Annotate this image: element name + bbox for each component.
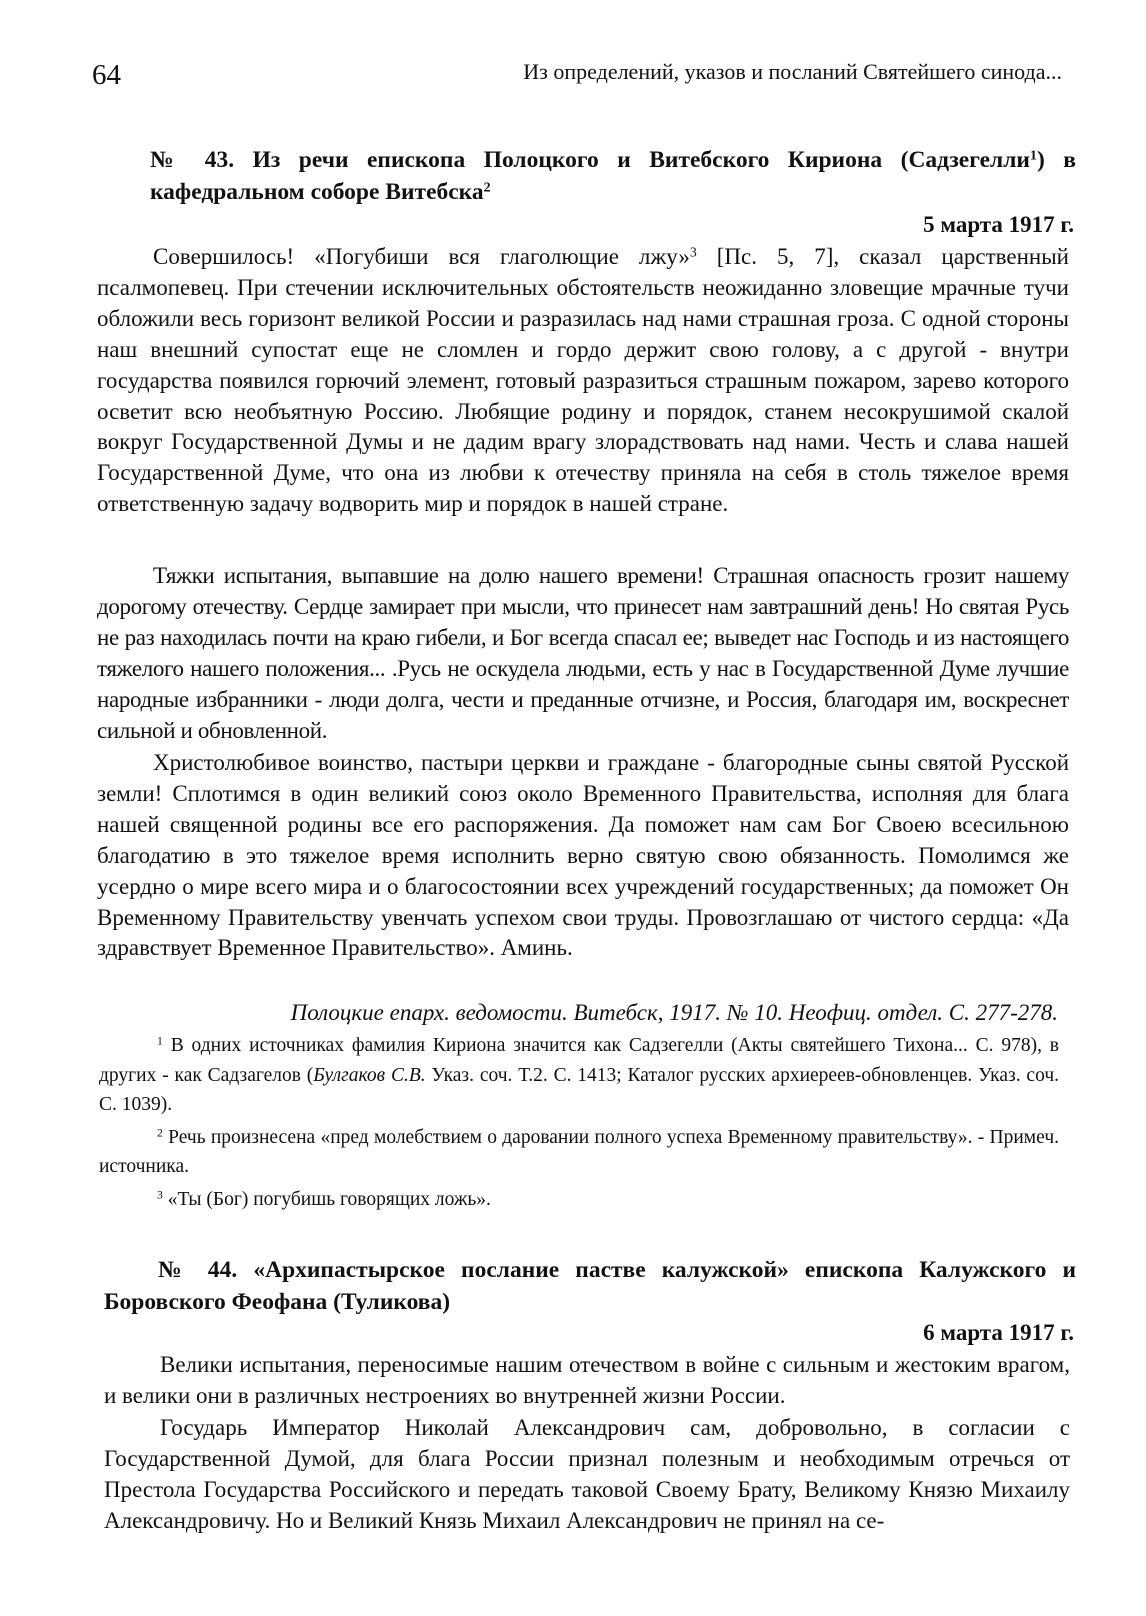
doc43-title-footnote-ref-2[interactable]: 2 [483,179,491,196]
doc44-date: 6 марта 1917 г. [923,1320,1074,1345]
footnote-3 [99,1185,1059,1215]
footnote-2-mark: 2 [157,1126,163,1140]
doc44-body [104,1350,1070,1412]
doc43-footnote-ref-3[interactable]: 3 [689,244,697,260]
footnote-1-author: Булгаков С.В. [313,1064,426,1086]
doc43-paragraph-1 [97,242,1069,520]
doc43-paragraph-3: Христолюбивое воинство, пастыри церкви и граждане - благородные сыны святой Русской земли! Сплотимся в один великий союз около Временного Правительства, исполняя для блага нашей священной родины все его распоряжения. Да поможет нам сам Бог Своею всесильною благодатию в это тяжелое время исполнить верно святую свою обязанность. Помолимся же усердно о мире всего мира и о благосостоянии всех учреждений государственных; да поможет Он Временному Правительству увенчать успехом свои труды. Провозглашаю от чистого сердца: «Да здравствует Временное Правительство». Аминь. [97,750,1069,961]
doc43-source: Полоцкие епарх. ведомости. Витебск, 1917. № 10. Неофиц. отдел. С. 277-278. [290,1000,1058,1025]
footnote-1-text-b: Указ. соч. Т.2. С. 1413; Каталог русских архиереев-обновленцев. Указ. соч. С. 1039). [99,1064,1060,1115]
doc44-title: № 44. «Архипастырское послание пастве калужской» епископа Калужского и Боровского Феофана (Туликова) [104,1257,1076,1315]
page-number: 64 [92,59,121,91]
doc44-body-2 [104,1413,1070,1537]
doc43-title-main: № 43. Из речи епископа Полоцкого и Витебского Кириона (Садзегелли [150,147,1030,173]
footnote-1-text-a: В одних источниках фамилия Кириона значится как Садзегелли (Акты святейшего Тихона... С. 978), в других - как Садзагелов ( [99,1035,1059,1086]
doc43-paragraph-2: Тяжки испытания, выпавшие на долю нашего времени! Страшная опасность грозит нашему дорогому отечеству. Сердце замирает при мысли, что принесет нам завтрашний день! Но святая Русь не раз находилась почти на краю гибели, и Бог всегда спасал ее; выведет нас Господь и из настоящего тяжелого нашего положения... .Русь не оскудела людьми, есть у нас в Государственной Думе лучшие народные избранники - люди долга, чести и преданные отчизне, и Россия, благодаря им, воскреснет сильной и обновленной. [97,563,1069,743]
doc43-title-mid: ) в кафедральном соборе Витебска [150,147,1076,205]
doc43-body [97,242,1069,520]
doc43-paragraph-1-start: Совершилось! «Погубиши вся глаголющие лжу» [153,244,690,269]
doc43-body-2 [97,561,1069,746]
doc44-paragraph-1: Велики испытания, переносимые нашим отечеством в войне с сильным и жестоким врагом, и велики они в различных нестроениях во внутренней жизни России. [104,1352,1070,1408]
doc43-body-3 [97,748,1069,964]
footnote-1-mark: 1 [157,1034,163,1048]
footnote-3-text: «Ты (Бог) погубишь говорящих ложь». [162,1188,491,1210]
doc43-date: 5 марта 1917 г. [923,212,1074,237]
doc43-paragraph-1-rest: [Пс. 5, 7], сказал царственный псалмопевец. При стечении исключительных обстоятельств неожиданно зловещие мрачные тучи обложили весь горизонт великой России и разразилась над нами страшная гроза. С одной стороны наш внешний супостат еще не сломлен и гордо держит свою голову, а с другой - внутри государства появился горючий элемент, готовый разразиться страшным пожаром, зарево которого осветит всю необъятную Россию. Любящие родину и порядок, станем несокрушимой скалой вокруг Государственной Думы и не дадим врагу злорадствовать над нами. Честь и слава нашей Государственной Думе, что она из любви к отечеству приняла на себя в столь тяжелое время ответственную задачу водворить мир и порядок в нашей стране. [97,244,1069,517]
footnote-3-mark: 3 [157,1188,163,1202]
doc43-title-footnote-ref-1[interactable]: 1 [1029,147,1037,164]
doc44-paragraph-2: Государь Император Николай Александрович сам, добровольно, в согласии с Государственной Думой, для блага России признал полезным и необходимым отречься от Престола Государства Российского и передать таковой Своему Брату, Великому Князю Михаилу Александровичу. Но и Великий Князь Михаил Александрович не принял на се- [104,1415,1070,1533]
running-head: Из определений, указов и посланий Святейшего синода... [523,59,1062,84]
footnote-2-text: Речь произнесена «пред молебствием о даровании полного успеха Временному правительству». - Примеч. источника. [99,1126,1059,1177]
footnote-2 [99,1123,1059,1182]
doc43-title [150,144,1076,208]
doc43-footnotes [99,1031,1059,1214]
footnote-1 [99,1031,1059,1120]
